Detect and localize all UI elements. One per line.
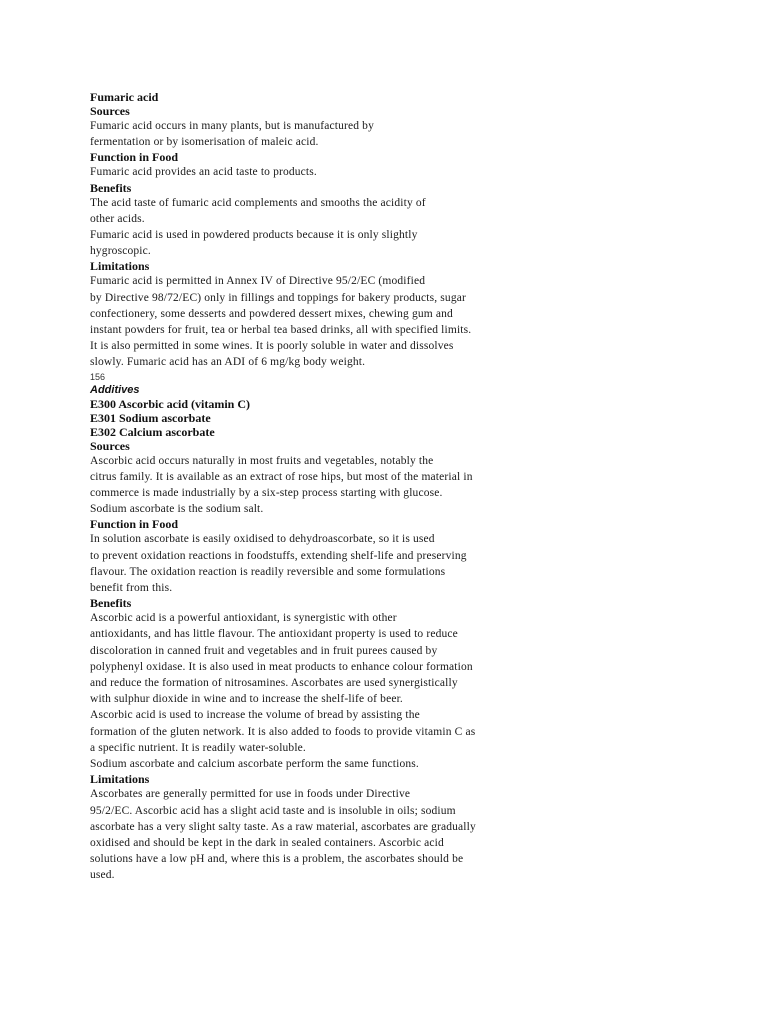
section-title-fumaric-acid: Fumaric acid xyxy=(90,90,159,104)
paragraph-line: confectionery, some desserts and powdered dessert mixes, chewing gum and xyxy=(90,307,453,320)
paragraph-line: with sulphur dioxide in wine and to increase the shelf-life of beer. xyxy=(90,693,403,706)
document-page xyxy=(90,90,650,884)
paragraph-line: Fumaric acid is permitted in Annex IV of Directive 95/2/EC (modified xyxy=(90,275,426,288)
paragraph-line: oxidised and should be kept in the dark in sealed containers. Ascorbic acid xyxy=(90,836,444,849)
paragraph-line: to prevent oxidation reactions in foodstuffs, extending shelf-life and preserving xyxy=(90,549,467,562)
paragraph-line: flavour. The oxidation reaction is readily reversible and some formulations xyxy=(90,565,446,578)
heading-sources: Sources xyxy=(90,104,130,118)
paragraph-line: discoloration in canned fruit and vegetables and in fruit purees caused by xyxy=(90,644,438,657)
paragraph-line: In solution ascorbate is easily oxidised to dehydroascorbate, so it is used xyxy=(90,533,435,546)
paragraph-line: Ascorbic acid occurs naturally in most fruits and vegetables, notably the xyxy=(90,454,434,467)
heading-limitations: Limitations xyxy=(90,259,150,274)
paragraph-line: Fumaric acid provides an acid taste to products. xyxy=(90,166,317,179)
paragraph-line: Fumaric acid occurs in many plants, but is manufactured by xyxy=(90,120,374,132)
paragraph-line: formation of the gluten network. It is also added to foods to provide vitamin C as xyxy=(90,725,476,738)
paragraph-line: The acid taste of fumaric acid complements and smooths the acidity of xyxy=(90,196,426,209)
paragraph-line: other acids. xyxy=(90,212,145,225)
section-title-e301: E301 Sodium ascorbate xyxy=(90,410,211,425)
paragraph-line: fermentation or by isomerisation of maleic acid. xyxy=(90,136,319,149)
section-title-e300: E300 Ascorbic acid (vitamin C) xyxy=(90,396,250,411)
heading-sources: Sources xyxy=(90,438,130,453)
paragraph-line: ascorbate has a very slight salty taste. As a raw material, ascorbates are gradually xyxy=(90,820,476,833)
heading-function-in-food: Function in Food xyxy=(90,517,179,532)
paragraph-line: commerce is made industrially by a six-step process starting with glucose. xyxy=(90,487,443,500)
paragraph-line: Ascorbates are generally permitted for use in foods under Directive xyxy=(90,788,411,801)
paragraph-line: a specific nutrient. It is readily water-soluble. xyxy=(90,741,306,754)
section-title-e302: E302 Calcium ascorbate xyxy=(90,424,215,439)
paragraph-line: Sodium ascorbate is the sodium salt. xyxy=(90,503,264,516)
paragraph-line: antioxidants, and has little flavour. The antioxidant property is used to reduce xyxy=(90,628,458,641)
paragraph-line: Fumaric acid is used in powdered products because it is only slightly xyxy=(90,229,418,242)
paragraph-line: used. xyxy=(90,869,115,882)
paragraph-line: It is also permitted in some wines. It is poorly soluble in water and dissolves xyxy=(90,340,454,353)
paragraph-line: instant powders for fruit, tea or herbal tea based drinks, all with specified limits. xyxy=(90,324,472,337)
paragraph-line: citrus family. It is available as an extract of rose hips, but most of the material in xyxy=(90,470,473,483)
heading-benefits: Benefits xyxy=(90,180,132,195)
page-number: 156 xyxy=(90,371,106,382)
paragraph-line: 95/2/EC. Ascorbic acid has a slight acid taste and is insoluble in oils; sodium xyxy=(90,804,456,817)
paragraph-line: Ascorbic acid is a powerful antioxidant, is synergistic with other xyxy=(90,612,397,625)
paragraph-line: by Directive 98/72/EC) only in fillings and toppings for bakery products, sugar xyxy=(90,291,466,304)
paragraph-line: Ascorbic acid is used to increase the volume of bread by assisting the xyxy=(90,709,420,722)
paragraph-line: and reduce the formation of nitrosamines. Ascorbates are used synergistically xyxy=(90,677,458,690)
paragraph-line: polyphenyl oxidase. It is also used in meat products to enhance colour formation xyxy=(90,660,473,673)
paragraph-line: benefit from this. xyxy=(90,582,173,595)
heading-limitations: Limitations xyxy=(90,772,150,787)
heading-benefits: Benefits xyxy=(90,596,132,611)
paragraph-line: Sodium ascorbate and calcium ascorbate perform the same functions. xyxy=(90,758,419,771)
running-head: Additives xyxy=(90,383,140,396)
paragraph-line: hygroscopic. xyxy=(90,245,151,258)
paragraph-line: slowly. Fumaric acid has an ADI of 6 mg/kg body weight. xyxy=(90,356,366,369)
heading-function-in-food: Function in Food xyxy=(90,150,179,165)
paragraph-line: solutions have a low pH and, where this is a problem, the ascorbates should be xyxy=(90,853,464,866)
